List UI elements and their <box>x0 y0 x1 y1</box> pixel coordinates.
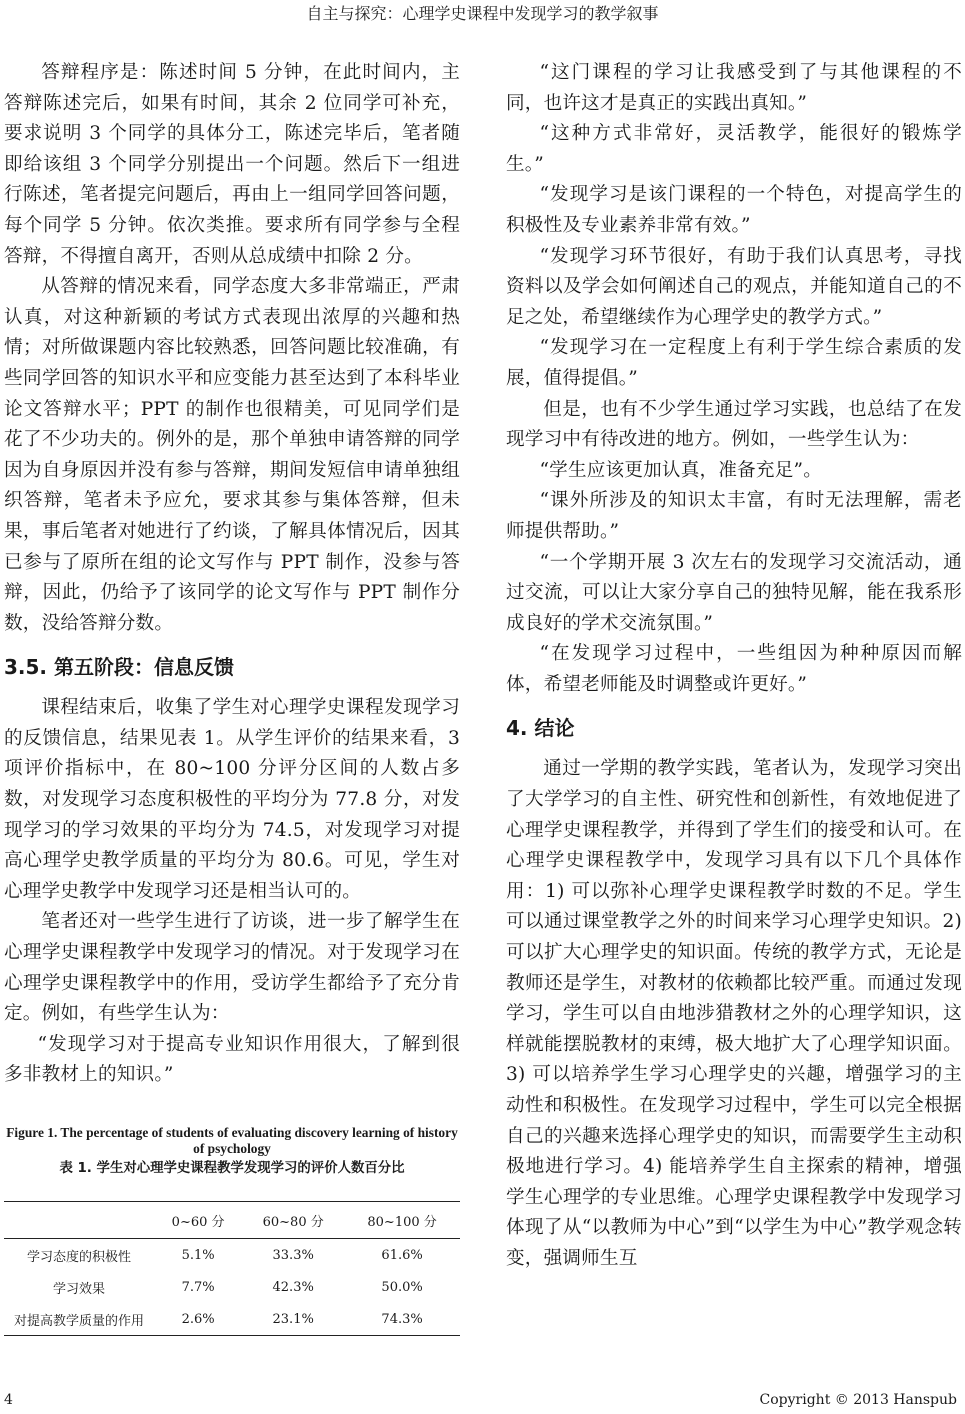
table-cell: 7.7% <box>181 1279 215 1295</box>
right-column <box>506 58 962 1275</box>
table-row <box>4 1271 460 1303</box>
table-header-cell <box>4 1202 154 1239</box>
table-header-cell: 0~60 分 <box>154 1202 242 1239</box>
section-heading-4: 4. 结论 <box>506 716 575 741</box>
left-column <box>4 58 460 1336</box>
table-header-cell: 80~100 分 <box>344 1202 460 1239</box>
table-cell: 42.3% <box>272 1279 314 1295</box>
student-quote: “这门课程的学习让我感受到了与其他课程的不同，也许这才是真正的实践出真知。” <box>506 62 962 114</box>
student-quote: “学生应该更加认真，准备充足”。 <box>539 459 822 481</box>
table-caption-cn: 表 1. 学生对心理学史课程教学发现学习的评价人数百分比 <box>59 1161 405 1176</box>
student-quote: “一个学期开展 3 次左右的发现学习交流活动，通过交流，可以让大家分享自己的独特见解，能在我系形成良好的学术交流氛围。” <box>506 551 962 634</box>
figure-caption-en: Figure 1. The percentage of students of evaluating discovery learning of history of psychology <box>6 1125 458 1156</box>
table-cell: 2.6% <box>181 1311 215 1327</box>
paragraph: 但是，也有不少学生通过学习实践，也总结了在发现学习中有待改进的地方。例如，一些学生认为： <box>506 398 962 451</box>
paragraph: 课程结束后，收集了学生对心理学史课程发现学习的反馈信息，结果见表 1。从学生评价的结果来看，3 项评价指标中，在 80~100 分评分区间的人数占多数，对发现学习态度积极性的平均分为 77.8 分，对发现学习的学习效果的平均分为 74.5，对发现学习对提高心理学史教学质量的平均分为 80.6。可见，学生对心理学史教学中发现学习还是相当认可的。 <box>4 697 460 902</box>
paragraph: 通过一学期的教学实践，笔者认为，发现学习突出了大学学习的自主性、研究性和创新性，有效地促进了心理学史课程教学，并得到了学生们的接受和认可。在心理学史课程教学中，发现学习具有以下几个具体作用：1) 可以弥补心理学史课程教学时数的不足。学生可以通过课堂教学之外的时间来学习心理学史知识。2) 可以扩大心理学史的知识面。传统的教学方式，无论是教师还是学生，对教材的依赖都比较严重。而通过发现学习，学生可以自由地涉猎教材之外的心理学知识，这样就能摆脱教材的束缚，极大地扩大了心理学知识面。3) 可以培养学生学习心理学史的兴趣，增强学习的主动性和积极性。在发现学习过程中，学生可以完全根据自己的兴趣来选择心理学史的知识，而需要学生主动积极地进行学习。4) 能培养学生自主探索的精神，增强学生心理学的专业思维。心理学史课程教学中发现学习体现了从“以教师为中心”到“以学生为中心”教学观念转变，强调师生互 <box>506 758 962 1269</box>
paragraph: 从答辩的情况来看，同学态度大多非常端正，严肃认真，对这种新颖的考试方式表现出浓厚的兴趣和热情；对所做课题内容比较熟悉，回答问题比较准确，有些同学回答的知识水平和应变能力甚至达到了本科毕业论文答辩水平；PPT 的制作也很精美，可见同学们是花了不少功夫的。例外的是，那个单独申请答辩的同学因为自身原因并没有参与答辩，期间发短信申请单独组织答辩，笔者未予应允，要求其参与集体答辩，但未果，事后笔者对她进行了约谈，了解具体情况后，因其已参与了原所在组的论文写作与 PPT 制作，没参与答辩，因此，仍给予了该同学的论文写作与 PPT 制作分数，没给答辩分数。 <box>4 276 460 634</box>
paragraph: 答辩程序是：陈述时间 5 分钟，在此时间内，主答辩陈述完后，如果有时间，其余 2 位同学可补充，要求说明 3 个同学的具体分工，陈述完毕后，笔者随即给该组 3 个同学分别提出一个问题。然后下一组进行陈述，笔者提完问题后，再由上一组同学回答问题，每个同学 5 分钟。依次类推。要求所有同学参与全程答辩，不得擅自离开，否则从总成绩中扣除 2 分。 <box>4 62 460 267</box>
running-head: 自主与探究：心理学史课程中发现学习的教学叙事 <box>306 4 659 23</box>
table-row <box>4 1239 460 1272</box>
table-row <box>4 1303 460 1336</box>
student-quote: “发现学习对于提高专业知识作用很大，了解到很多非教材上的知识。” <box>4 1033 460 1086</box>
section-heading-3-5: 3.5. 第五阶段：信息反馈 <box>4 655 234 680</box>
student-quote: “发现学习环节很好，有助于我们认真思考，寻找资料以及学会如何阐述自己的观点，并能知道自己的不足之处，希望继续作为心理学史的教学方式。” <box>506 245 962 328</box>
table-cell: 50.0% <box>381 1279 423 1295</box>
student-quote: “这种方式非常好，灵活教学，能很好的锻炼学生。” <box>506 123 962 175</box>
evaluation-table <box>4 1201 460 1336</box>
table-cell: 33.3% <box>272 1247 314 1263</box>
table-cell: 61.6% <box>381 1247 423 1263</box>
table-cell: 学习效果 <box>52 1281 105 1297</box>
table-header-cell: 60~80 分 <box>242 1202 344 1239</box>
copyright-notice: Copyright © 2013 Hanspub <box>759 1392 957 1408</box>
table-cell: 学习态度的积极性 <box>26 1249 131 1265</box>
student-quote: “在发现学习过程中，一些组因为种种原因而解体，希望老师能及时调整或许更好。” <box>506 643 962 695</box>
table-cell: 5.1% <box>181 1247 215 1263</box>
student-quote: “发现学习在一定程度上有利于学生综合素质的发展，值得提倡。” <box>506 337 962 389</box>
table-cell: 23.1% <box>272 1311 314 1327</box>
table-cell: 74.3% <box>381 1311 423 1327</box>
paragraph: 笔者还对一些学生进行了访谈，进一步了解学生在心理学史课程教学中发现学习的情况。对于发现学习在心理学史课程教学中的作用，受访学生都给予了充分肯定。例如，有些学生认为： <box>4 911 460 1025</box>
table-cell: 对提高教学质量的作用 <box>13 1313 144 1329</box>
table-header-row <box>4 1202 460 1239</box>
student-quote: “课外所涉及的知识太丰富，有时无法理解，需老师提供帮助。” <box>506 490 962 542</box>
student-quote: “发现学习是该门课程的一个特色，对提高学生的积极性及专业素养非常有效。” <box>506 184 962 236</box>
page-number: 4 <box>4 1392 13 1408</box>
